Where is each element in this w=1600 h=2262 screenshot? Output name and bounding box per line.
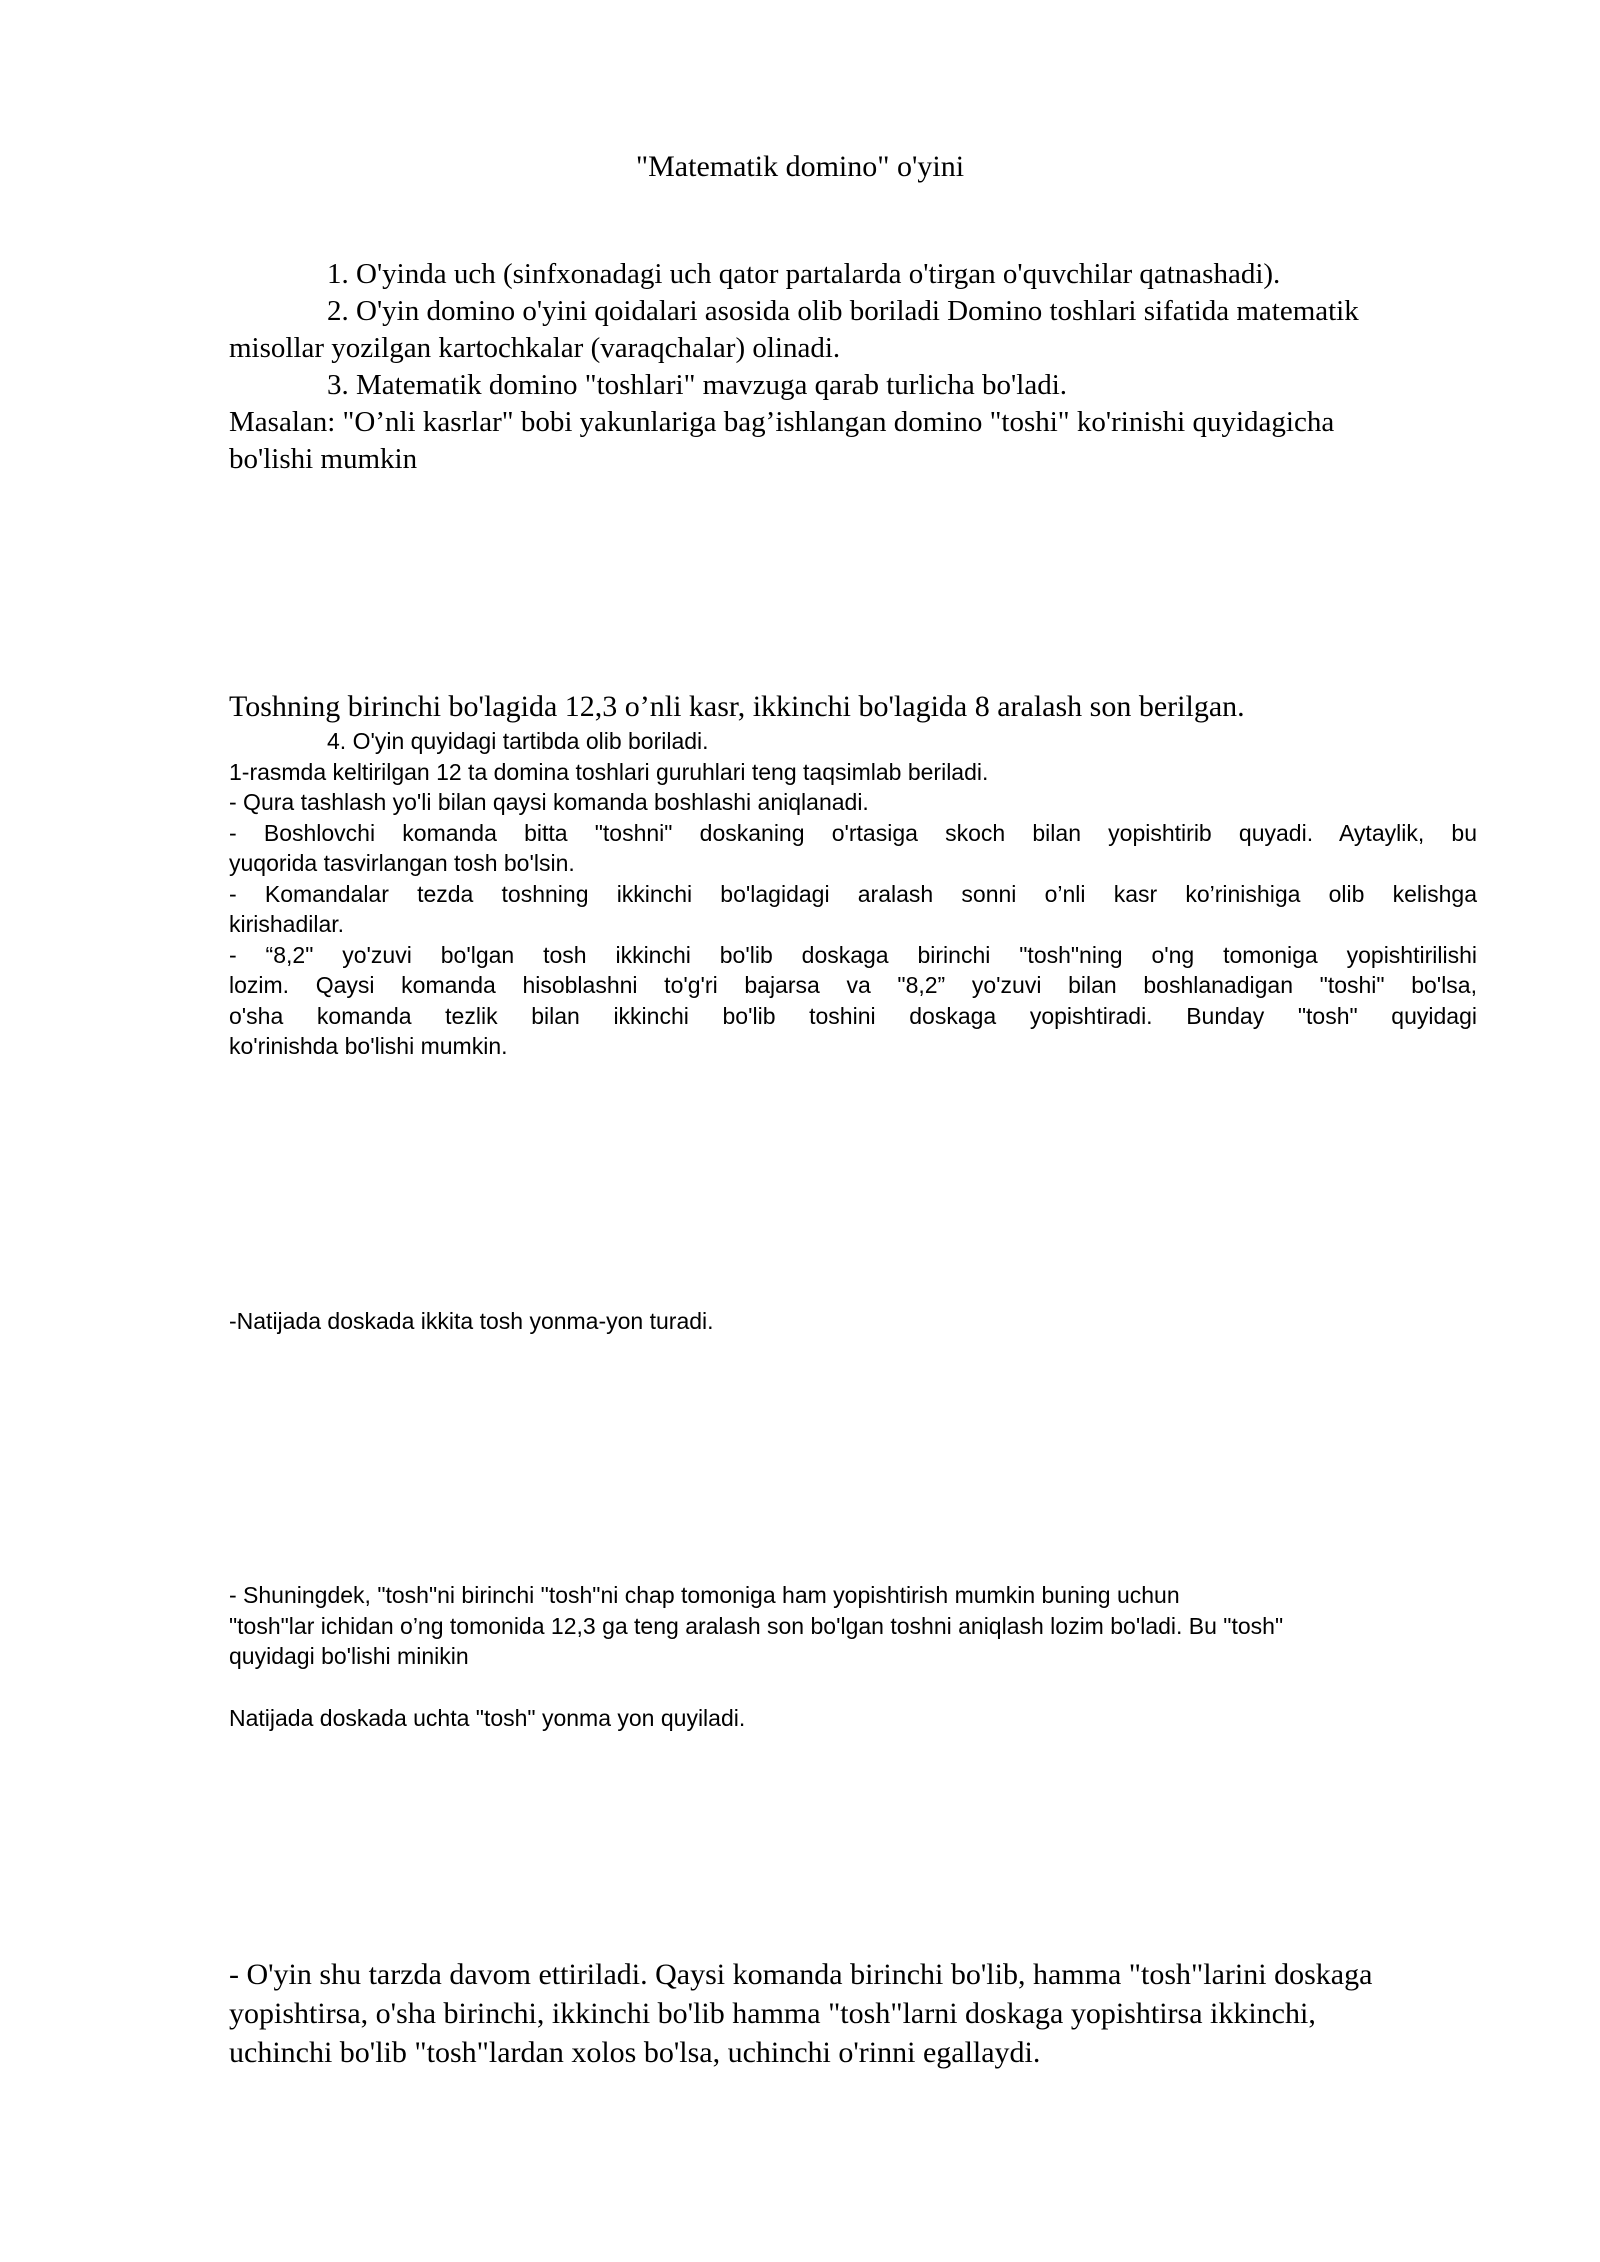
example-line-1: Masalan: "O’nli kasrlar" bobi yakunlariga bag’ishlangan domino "toshi" ko'rinishi quyidagicha — [229, 406, 1335, 438]
left-attach-line-2: "tosh"lar ichidan o’ng tomonida 12,3 ga teng aralash son bo'lgan toshni aniqlash lozim bo'ladi. Bu "tosh" — [229, 1612, 1284, 1639]
procedure-paragraph-5-line-3: o'sha komanda tezlik bilan ikkinchi bo'lib toshini doskaga yopishtiradi. Bunday "tosh" quyidagi — [229, 1002, 1477, 1029]
rules-section — [229, 256, 1477, 478]
result-2 — [229, 1703, 1477, 1734]
rule-item-3: 3. Matematik domino "toshlari" mavzuga qarab turlicha bo'ladi. — [327, 369, 1068, 401]
conclusion-line-1: - O'yin shu tarzda davom ettiriladi. Qaysi komanda birinchi bo'lib, hamma "tosh"larini doskaga — [229, 1958, 1373, 1991]
procedure-paragraph-2: - Qura tashlash yo'li bilan qaysi komanda boshlashi aniqlanadi. — [229, 789, 869, 815]
procedure-paragraph-5-line-4: ko'rinishda bo'lishi mumkin. — [229, 1033, 508, 1059]
example-line-2: bo'lishi mumkin — [229, 443, 418, 475]
procedure-paragraph-1: 1-rasmda keltirilgan 12 ta domina toshlari guruhlari teng taqsimlab beriladi. — [229, 758, 989, 785]
result-2-text: Natijada doskada uchta "tosh" yonma yon quyiladi. — [229, 1705, 746, 1731]
stone-description-text: Toshning birinchi bo'lagida 12,3 o’nli kasr, ikkinchi bo'lagida 8 aralash son berilgan. — [229, 690, 1245, 723]
rule-item-2-line-1: 2. O'yin domino o'yini qoidalari asosida olib boriladi Domino toshlari sifatida matematik — [327, 295, 1359, 327]
conclusion-line-3: uchinchi bo'lib "tosh"lardan xolos bo'lsa, uchinchi o'rinni egallaydi. — [229, 2036, 1041, 2069]
left-attach-section — [229, 1580, 1477, 1672]
procedure-item-4: 4. O'yin quyidagi tartibda olib boriladi. — [327, 728, 709, 754]
procedure-section — [229, 726, 1477, 1062]
result-1 — [229, 1306, 1477, 1337]
result-1-text: -Natijada doskada ikkita tosh yonma-yon turadi. — [229, 1308, 714, 1334]
procedure-paragraph-4-line-1: - Komandalar tezda toshning ikkinchi bo'lagidagi aralash sonni o’nli kasr ko’rinishiga olib kelishga — [229, 880, 1477, 907]
page-title: "Matematik domino" o'yini — [635, 150, 965, 183]
conclusion-section — [229, 1955, 1477, 2072]
procedure-paragraph-5-line-2: lozim. Qaysi komanda hisoblashni to'g'ri bajarsa va "8,2” yo'zuvi bilan boshlanadigan "toshi" bo'lsa, — [229, 972, 1477, 998]
rule-item-2-line-2: misollar yozilgan kartochkalar (varaqchalar) olinadi. — [229, 332, 841, 364]
procedure-paragraph-4-line-2: kirishadilar. — [229, 911, 345, 937]
procedure-paragraph-3-line-2: yuqorida tasvirlangan tosh bo'lsin. — [229, 850, 575, 876]
left-attach-line-3: quyidagi bo'lishi minikin — [229, 1643, 469, 1669]
stone-description — [229, 688, 1477, 726]
procedure-paragraph-5-line-1: - “8,2" yo'zuvi bo'lgan tosh ikkinchi bo'lib doskaga birinchi "tosh"ning o'ng tomoniga yopishtirilishi — [229, 941, 1477, 968]
procedure-paragraph-3-line-1: - Boshlovchi komanda bitta "toshni" doskaning o'rtasiga skoch bilan yopishtirib quyadi. Aytaylik, bu — [229, 819, 1477, 846]
rule-item-1: 1. O'yinda uch (sinfxonadagi uch qator partalarda o'tirgan o'quvchilar qatnashadi). — [327, 258, 1281, 290]
conclusion-line-2: yopishtirsa, o'sha birinchi, ikkinchi bo'lib hamma "tosh"larni doskaga yopishtirsa ikkinchi, — [229, 1997, 1316, 2030]
left-attach-line-1: - Shuningdek, "tosh"ni birinchi "tosh"ni chap tomoniga ham yopishtirish mumkin buning uchun — [229, 1582, 1180, 1608]
